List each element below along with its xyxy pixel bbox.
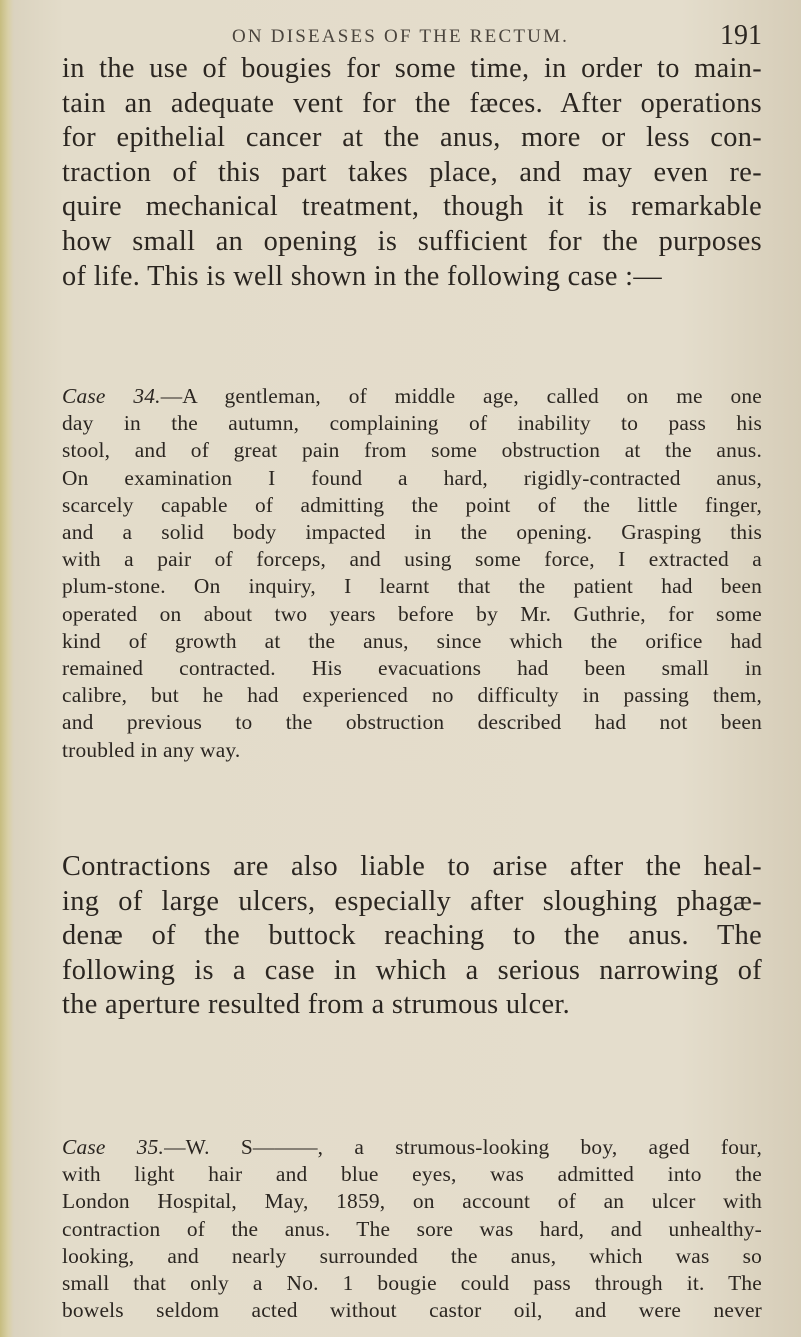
running-head	[0, 14, 801, 51]
text-line: day in the autumn, complaining of inability to pass his	[62, 411, 762, 436]
text-line: of life. This is well shown in the following case :—	[62, 260, 663, 292]
text-line: stool, and of great pain from some obstruction at the anus.	[62, 438, 762, 463]
text-line: calibre, but he had experienced no difficulty in passing them,	[62, 683, 762, 708]
text-line: plum-stone. On inquiry, I learnt that the patient had been	[62, 574, 762, 599]
text-line: ing of large ulcers, especially after sloughing phagæ-	[62, 885, 762, 917]
paragraph-intro	[62, 52, 762, 294]
case-label: Case 35.	[62, 1135, 165, 1159]
text-line: bowels seldom acted without castor oil, and were never	[62, 1298, 762, 1323]
text-line: tain an adequate vent for the fæces. After operations	[62, 87, 762, 119]
case-text: —A gentleman, of middle age, called on me one	[160, 384, 762, 408]
text-line: how small an opening is sufficient for the purposes	[62, 225, 762, 257]
running-title: ON DISEASES OF THE RECTUM.	[232, 26, 570, 47]
case-34	[62, 383, 762, 764]
text-line: with light hair and blue eyes, was admitted into the	[62, 1162, 762, 1187]
text-line: denæ of the buttock reaching to the anus. The	[62, 920, 762, 952]
text-line: and a solid body impacted in the opening. Grasping this	[62, 520, 762, 545]
text-line: Contractions are also liable to arise after the heal-	[62, 851, 762, 882]
page-edge	[0, 0, 14, 1337]
text-line: contraction of the anus. The sore was hard, and unhealthy-	[62, 1216, 762, 1241]
text-line: with a pair of forceps, and using some force, I extracted a	[62, 547, 762, 572]
text-line	[62, 383, 762, 410]
text-line: in the use of bougies for some time, in order to main-	[62, 53, 762, 84]
case-35	[62, 1134, 762, 1324]
paragraph-contractions	[62, 850, 762, 1023]
text-line: On examination I found a hard, rigidly-contracted anus,	[62, 465, 762, 490]
text-line: small that only a No. 1 bougie could pass through it. The	[62, 1271, 762, 1296]
text-line: troubled in any way.	[62, 737, 241, 762]
text-line	[62, 1134, 762, 1161]
text-line: London Hospital, May, 1859, on account of an ulcer with	[62, 1189, 762, 1214]
text-line: for epithelial cancer at the anus, more or less con-	[62, 122, 762, 154]
text-line: kind of growth at the anus, since which the orifice had	[62, 628, 762, 653]
text-line: operated on about two years before by Mr. Guthrie, for some	[62, 601, 762, 626]
text-line: quire mechanical treatment, though it is remarkable	[62, 191, 762, 223]
page-number: 191	[720, 20, 762, 51]
text-line: the aperture resulted from a strumous ulcer.	[62, 989, 571, 1021]
text-line: remained contracted. His evacuations had been small in	[62, 656, 762, 681]
text-line: scarcely capable of admitting the point of the little finger,	[62, 492, 762, 517]
text-line: traction of this part takes place, and may even re-	[62, 156, 762, 188]
text-line: following is a case in which a serious narrowing of	[62, 954, 762, 986]
case-text: —W. S———, a strumous-looking boy, aged four,	[164, 1135, 762, 1159]
text-line: and previous to the obstruction described had not been	[62, 710, 762, 735]
case-label: Case 34.	[62, 384, 161, 408]
text-line: looking, and nearly surrounded the anus, which was so	[62, 1243, 762, 1268]
